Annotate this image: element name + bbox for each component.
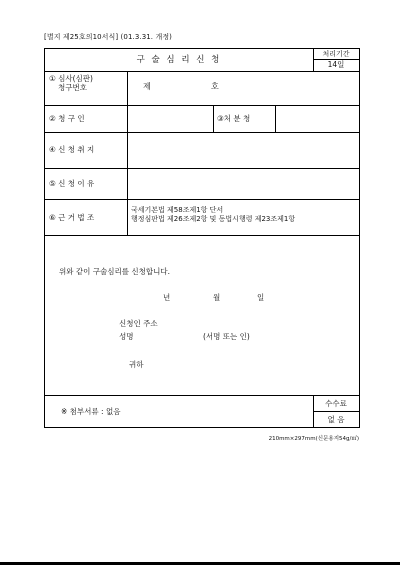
processing-label: 처리기간 xyxy=(322,50,350,58)
legal-basis-text xyxy=(131,206,295,224)
attachments-note: ※ 첨부서류 : 없음 xyxy=(61,407,121,416)
row-divider xyxy=(45,168,359,169)
row-divider xyxy=(45,395,359,396)
case-number-label xyxy=(49,74,125,104)
case-number-label-line1: ① 심사(심판) xyxy=(49,74,93,83)
disposing-agency-label: ③처 분 청 xyxy=(217,114,251,123)
form-header: [별지 제25호의10서식] (01.3.31. 개정) xyxy=(44,33,173,41)
row-divider xyxy=(45,235,359,236)
purpose-label: ④ 신 청 취 지 xyxy=(49,145,95,154)
date-year-label: 년 xyxy=(163,293,171,302)
row-divider xyxy=(45,199,359,200)
reason-label: ⑤ 신 청 이 유 xyxy=(49,179,95,188)
recipient-label: 귀하 xyxy=(129,360,144,369)
row-divider xyxy=(45,105,359,106)
agency-divider xyxy=(275,105,276,132)
processing-value: 14일 xyxy=(327,60,345,69)
case-number-prefix: 제 xyxy=(143,82,151,91)
row-divider xyxy=(45,132,359,133)
fee-label: 수수료 xyxy=(325,399,347,408)
case-number-label-line2: 청구번호 xyxy=(58,83,87,93)
legal-basis-line1: 국세기본법 제58조제1항 단서 xyxy=(131,206,224,214)
legal-basis-label: ⑥ 근 거 법 조 xyxy=(49,213,95,222)
application-form xyxy=(44,48,360,428)
case-number-suffix: 호 xyxy=(211,82,219,91)
label-column-divider xyxy=(127,71,128,235)
signature-note: (서명 또는 인) xyxy=(203,332,250,341)
statement-text: 위와 같이 구술심리를 신청합니다. xyxy=(59,267,170,276)
applicant-name-label: 성명 xyxy=(119,332,134,341)
paper-spec: 210mm×297mm(신문용지54g/㎡) xyxy=(268,436,359,442)
date-month-label: 월 xyxy=(213,293,221,302)
legal-basis-line2: 행정심판법 제26조제2항 및 동법시행령 제23조제1항 xyxy=(131,214,296,223)
applicant-address-label: 신청인 주소 xyxy=(119,319,158,328)
claimant-label: ② 청 구 인 xyxy=(49,114,85,123)
row-divider xyxy=(45,71,359,72)
claimant-divider xyxy=(213,105,214,132)
date-day-label: 일 xyxy=(257,293,265,302)
fee-value: 없 음 xyxy=(327,415,345,424)
form-title: 구 술 심 리 신 청 xyxy=(136,54,222,65)
